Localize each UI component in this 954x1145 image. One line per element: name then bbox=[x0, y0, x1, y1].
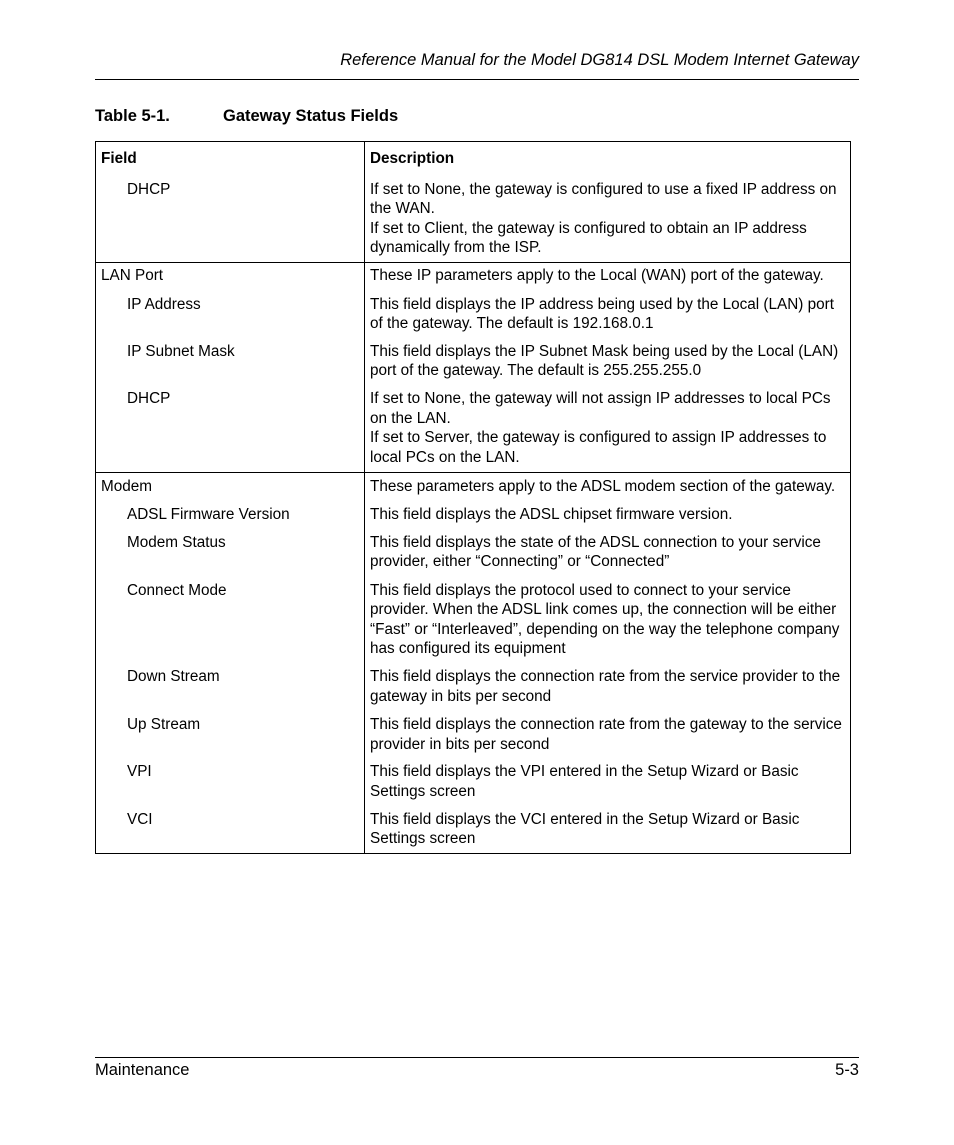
field-cell: Modem bbox=[96, 473, 365, 505]
table-row bbox=[96, 810, 851, 854]
running-header-title: Reference Manual for the Model DG814 DSL Modem Internet Gateway bbox=[340, 51, 859, 69]
field-cell: LAN Port bbox=[96, 262, 365, 294]
table-row bbox=[96, 389, 851, 473]
table-header-row bbox=[96, 142, 851, 180]
description-text: If set to None, the gateway will not assign IP addresses to local PCs on the LAN. If set to Server, the gateway is configured to assign IP addresses to local PCs on the LAN. bbox=[370, 389, 831, 466]
table-row bbox=[96, 715, 851, 762]
table-title: Gateway Status Fields bbox=[223, 107, 399, 125]
table-row bbox=[96, 505, 851, 533]
description-cell bbox=[365, 180, 851, 263]
field-cell: ADSL Firmware Version bbox=[96, 505, 365, 533]
field-cell: Up Stream bbox=[96, 715, 365, 762]
description-cell: This field displays the connection rate from the service provider to the gateway in bits per second bbox=[365, 667, 851, 715]
table-row bbox=[96, 295, 851, 342]
table-row bbox=[96, 262, 851, 294]
description-cell: This field displays the VPI entered in the Setup Wizard or Basic Settings screen bbox=[365, 762, 851, 809]
field-cell: IP Address bbox=[96, 295, 365, 342]
table-row bbox=[96, 581, 851, 667]
header-divider bbox=[95, 79, 859, 80]
table-row bbox=[96, 473, 851, 505]
table-row bbox=[96, 180, 851, 263]
table-number: Table 5-1. bbox=[95, 107, 170, 125]
table-caption bbox=[95, 107, 398, 126]
field-cell: VCI bbox=[96, 810, 365, 854]
table-row bbox=[96, 342, 851, 389]
description-cell: This field displays the IP Subnet Mask being used by the Local (LAN) port of the gateway. The default is 255.255.255.0 bbox=[365, 342, 851, 389]
field-cell: Modem Status bbox=[96, 533, 365, 581]
table-row bbox=[96, 667, 851, 715]
column-header-description: Description bbox=[365, 142, 851, 180]
footer-section-name: Maintenance bbox=[95, 1061, 190, 1079]
table-row bbox=[96, 762, 851, 809]
description-cell: This field displays the state of the ADSL connection to your service provider, either “Connecting” or “Connected” bbox=[365, 533, 851, 581]
column-header-field: Field bbox=[96, 142, 365, 180]
description-cell: This field displays the VCI entered in the Setup Wizard or Basic Settings screen bbox=[365, 810, 851, 854]
field-cell: IP Subnet Mask bbox=[96, 342, 365, 389]
description-cell: This field displays the connection rate from the gateway to the service provider in bits per second bbox=[365, 715, 851, 762]
footer-page-number: 5-3 bbox=[835, 1061, 859, 1079]
field-cell: Down Stream bbox=[96, 667, 365, 715]
description-cell: These parameters apply to the ADSL modem section of the gateway. bbox=[365, 473, 851, 505]
gateway-status-table bbox=[95, 141, 851, 854]
table-row bbox=[96, 533, 851, 581]
description-cell: This field displays the IP address being used by the Local (LAN) port of the gateway. The default is 192.168.0.1 bbox=[365, 295, 851, 342]
field-cell: DHCP bbox=[96, 389, 365, 473]
description-cell: This field displays the protocol used to connect to your service provider. When the ADSL link comes up, the connection will be either “Fast” or “Interleaved”, depending on the way the telephone company has configured its equipment bbox=[365, 581, 851, 667]
field-cell: VPI bbox=[96, 762, 365, 809]
description-cell bbox=[365, 389, 851, 473]
description-text: If set to None, the gateway is configured to use a fixed IP address on the WAN. If set to Client, the gateway is configured to obtain an IP address dynamically from the ISP. bbox=[370, 180, 837, 257]
field-cell: DHCP bbox=[96, 180, 365, 263]
description-cell: This field displays the ADSL chipset firmware version. bbox=[365, 505, 851, 533]
description-cell: These IP parameters apply to the Local (WAN) port of the gateway. bbox=[365, 262, 851, 294]
footer-divider bbox=[95, 1057, 859, 1058]
field-cell: Connect Mode bbox=[96, 581, 365, 667]
